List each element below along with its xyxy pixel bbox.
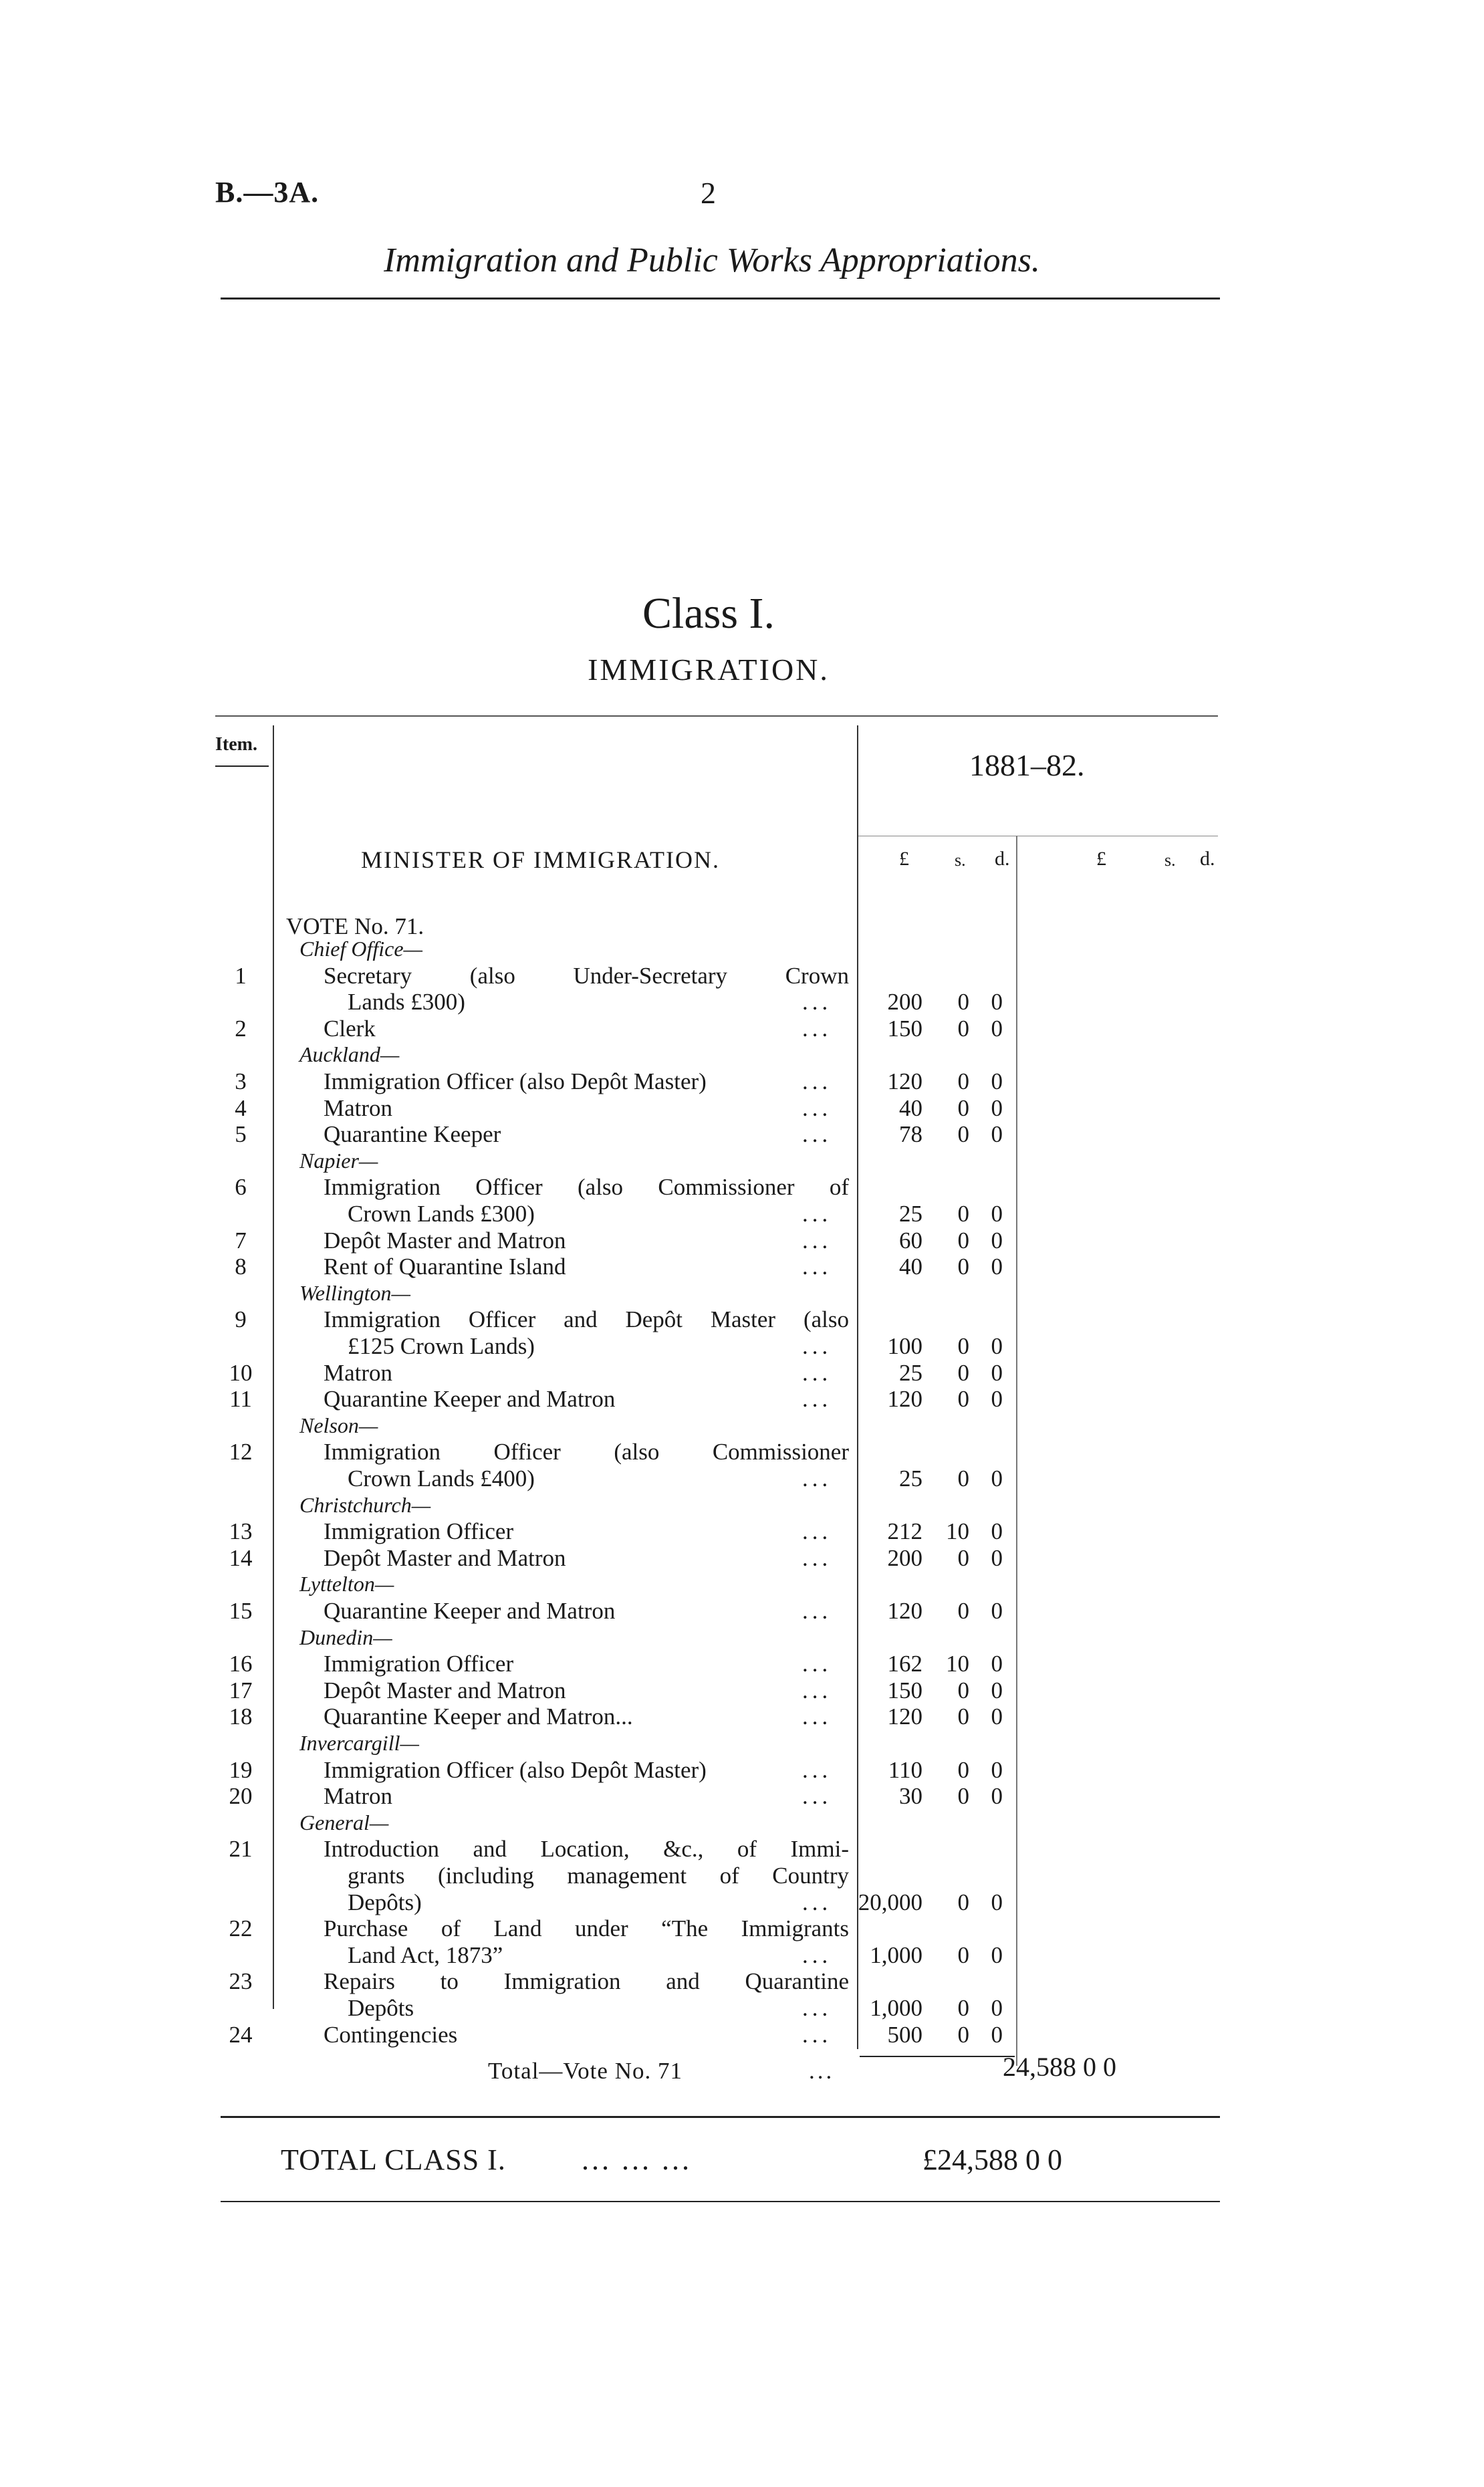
amount-pounds: 200 [887, 1544, 922, 1571]
class-subtitle: IMMIGRATION. [588, 653, 830, 687]
location-heading-row [0, 936, 1484, 962]
amount-pounds: 120 [887, 1068, 922, 1094]
item-description: Immigration Officer (also Depôt Master) [324, 1756, 707, 1783]
amount-pounds: 212 [887, 1518, 922, 1545]
location-heading-row [0, 1571, 1484, 1597]
location-heading: Napier— [299, 1148, 378, 1173]
leader-dots: ... [802, 1756, 832, 1783]
amount-shillings: 0 [957, 1783, 969, 1810]
leader-dots: ... [802, 1651, 832, 1677]
amount-pence: 0 [991, 1227, 1003, 1254]
table-row-continuation [0, 989, 1484, 1015]
amount-shillings: 0 [957, 1201, 969, 1227]
item-description: Matron [324, 1783, 393, 1810]
item-description: Purchase of Land under “The Immigrants [324, 1915, 849, 1942]
amount-pence: 0 [991, 1068, 1003, 1094]
amount-shillings: 0 [957, 1703, 969, 1730]
table-top-rule [215, 715, 1218, 717]
item-description: Contingencies [324, 2021, 458, 2048]
amount-pounds: 25 [899, 1359, 922, 1386]
item-description: Depôt Master and Matron [324, 1544, 566, 1571]
shilling-unit-label: s. [955, 850, 966, 870]
location-heading-row [0, 1625, 1484, 1651]
leader-dots: ... [802, 1254, 832, 1280]
item-description: Crown Lands £300) [348, 1201, 535, 1227]
amount-shillings: 0 [957, 1386, 969, 1413]
item-number: 7 [235, 1227, 247, 1254]
amount-shillings: 0 [957, 1359, 969, 1386]
shilling-unit-label-total: s. [1164, 850, 1176, 870]
item-description: £125 Crown Lands) [348, 1333, 535, 1359]
table-row-continuation [0, 1201, 1484, 1227]
item-number: 16 [229, 1651, 253, 1677]
vote-heading: VOTE No. 71. [286, 913, 424, 939]
amount-pounds: 150 [887, 1015, 922, 1042]
amount-pounds: 25 [899, 1201, 922, 1227]
amount-pence: 0 [991, 1094, 1003, 1121]
amount-pounds: 110 [888, 1756, 922, 1783]
leader-dots: ... [802, 1227, 832, 1254]
location-heading: Chief Office— [299, 937, 422, 961]
item-description: Rent of Quarantine Island [324, 1254, 566, 1280]
item-description: Quarantine Keeper and Matron... [324, 1703, 633, 1730]
item-number: 8 [235, 1254, 247, 1280]
table-row [0, 1174, 1484, 1200]
amount-pounds: 25 [899, 1465, 922, 1492]
leader-dots: ... [802, 1386, 832, 1413]
amount-shillings: 0 [957, 1598, 969, 1624]
amount-pence: 0 [991, 1756, 1003, 1783]
total-class-dots: ... ... ... [582, 2143, 692, 2176]
leader-dots: ... [802, 1518, 832, 1545]
item-number: 4 [235, 1094, 247, 1121]
item-number: 24 [229, 2021, 253, 2048]
amount-shillings: 10 [946, 1651, 969, 1677]
leader-dots: ... [802, 1094, 832, 1121]
amount-shillings: 0 [957, 1465, 969, 1492]
item-description: Depôts [348, 1995, 414, 2021]
amount-pounds: 40 [899, 1254, 922, 1280]
location-heading: General— [299, 1810, 389, 1834]
item-number: 2 [235, 1015, 247, 1042]
amount-pounds: 60 [899, 1227, 922, 1254]
table-row [0, 1783, 1484, 1809]
pence-unit-label-total: d. [1200, 848, 1215, 870]
leader-dots: ... [802, 1359, 832, 1386]
amount-pence: 0 [991, 1359, 1003, 1386]
amount-shillings: 0 [957, 1889, 969, 1915]
amount-pence: 0 [991, 2021, 1003, 2048]
amount-pounds: 120 [887, 1386, 922, 1413]
table-row [0, 2022, 1484, 2048]
class-total-bottom-rule [221, 2201, 1220, 2202]
item-description: Immigration Officer and Depôt Master (also [324, 1306, 849, 1333]
amount-shillings: 0 [957, 1121, 969, 1148]
leader-dots: ... [802, 1333, 832, 1359]
amount-pence: 0 [991, 1121, 1003, 1148]
pence-unit-label: d. [995, 848, 1010, 870]
table-row [0, 1306, 1484, 1332]
item-number: 3 [235, 1068, 247, 1094]
table-row [0, 1360, 1484, 1386]
table-row [0, 1651, 1484, 1677]
amount-shillings: 0 [957, 1544, 969, 1571]
year-header: 1881–82. [969, 748, 1085, 782]
item-description: Lands £300) [348, 989, 465, 1016]
item-number: 9 [235, 1306, 247, 1333]
table-row-continuation [0, 1995, 1484, 2021]
total-class-amount: £24,588 0 0 [922, 2143, 1062, 2176]
table-row [0, 963, 1484, 989]
amount-pounds: 200 [887, 989, 922, 1016]
table-row [0, 1518, 1484, 1544]
amount-pounds: 150 [887, 1677, 922, 1703]
item-number: 10 [229, 1359, 253, 1386]
item-number: 13 [229, 1518, 253, 1545]
leader-dots: ... [802, 1015, 832, 1042]
amount-pence: 0 [991, 1201, 1003, 1227]
leader-dots: ... [802, 1889, 832, 1915]
pound-unit-label-total: £ [1096, 848, 1106, 870]
amount-shillings: 0 [957, 1995, 969, 2021]
amount-shillings: 0 [957, 1254, 969, 1280]
total-class-label: TOTAL CLASS I. [281, 2143, 506, 2176]
minister-heading: MINISTER OF IMMIGRATION. [361, 846, 721, 873]
item-number: 6 [235, 1174, 247, 1201]
amount-pence: 0 [991, 1703, 1003, 1730]
item-number: 22 [229, 1915, 253, 1942]
table-row-continuation [0, 1889, 1484, 1915]
table-row [0, 1836, 1484, 1862]
page-number: 2 [701, 176, 716, 210]
item-description: Immigration Officer (also Commissioner of [324, 1174, 849, 1201]
amount-shillings: 0 [957, 1333, 969, 1359]
table-row-continuation [0, 1942, 1484, 1968]
item-description: Secretary (also Under-Secretary Crown [324, 962, 849, 989]
item-number: 11 [229, 1386, 252, 1413]
leader-dots: ... [802, 1677, 832, 1703]
location-heading-row [0, 1810, 1484, 1836]
amount-shillings: 0 [957, 1068, 969, 1094]
document-reference: B.—3A. [215, 176, 320, 209]
item-description: Depôt Master and Matron [324, 1677, 566, 1703]
class-title: Class I. [642, 589, 775, 638]
item-description: Immigration Officer [324, 1518, 514, 1545]
amount-pence: 0 [991, 1015, 1003, 1042]
subtotal-rule [860, 2056, 1015, 2057]
amount-pence: 0 [991, 1544, 1003, 1571]
table-row [0, 1757, 1484, 1783]
item-number: 21 [229, 1836, 253, 1863]
amount-pence: 0 [991, 1465, 1003, 1492]
leader-dots: ... [802, 1995, 832, 2021]
amount-shillings: 10 [946, 1518, 969, 1545]
amount-shillings: 0 [957, 2021, 969, 2048]
item-number: 1 [235, 962, 247, 989]
amount-pounds: 40 [899, 1094, 922, 1121]
amount-pounds: 162 [887, 1651, 922, 1677]
item-description: Repairs to Immigration and Quarantine [324, 1968, 849, 1995]
table-row [0, 1095, 1484, 1121]
location-heading: Lyttelton— [299, 1572, 394, 1596]
amount-shillings: 0 [957, 1227, 969, 1254]
location-heading-row [0, 1148, 1484, 1174]
item-header-underline [215, 765, 269, 767]
amount-pence: 0 [991, 1598, 1003, 1624]
location-heading: Invercargill— [299, 1731, 419, 1755]
amount-pence: 0 [991, 1254, 1003, 1280]
running-title: Immigration and Public Works Appropriations. [384, 241, 1040, 279]
location-heading: Auckland— [299, 1042, 400, 1067]
item-number: 20 [229, 1783, 253, 1810]
leader-dots: ... [802, 1068, 832, 1094]
location-heading: Nelson— [299, 1413, 378, 1437]
item-number: 14 [229, 1544, 253, 1571]
amount-pence: 0 [991, 1518, 1003, 1545]
table-row [0, 1703, 1484, 1730]
leader-dots: ... [802, 1783, 832, 1810]
item-number: 17 [229, 1677, 253, 1703]
location-heading-row [0, 1042, 1484, 1068]
amount-pounds: 120 [887, 1703, 922, 1730]
leader-dots: ... [802, 1121, 832, 1148]
amount-pounds: 1,000 [870, 1941, 922, 1968]
table-row [0, 1068, 1484, 1094]
table-row [0, 1677, 1484, 1703]
item-description: Immigration Officer [324, 1651, 514, 1677]
total-vote-amount: 24,588 0 0 [1003, 2052, 1116, 2082]
table-row-continuation [0, 1465, 1484, 1492]
amount-pence: 0 [991, 1889, 1003, 1915]
table-row [0, 1598, 1484, 1624]
item-description: Immigration Officer (also Commissioner [324, 1439, 849, 1465]
amount-pence: 0 [991, 1386, 1003, 1413]
item-description: Depôt Master and Matron [324, 1227, 566, 1254]
leader-dots: ... [802, 1941, 832, 1968]
amount-pence: 0 [991, 1941, 1003, 1968]
leader-dots: ... [802, 1544, 832, 1571]
item-number: 12 [229, 1439, 253, 1465]
table-row-continuation [0, 1333, 1484, 1359]
table-row [0, 1386, 1484, 1412]
location-heading-row [0, 1280, 1484, 1306]
location-heading: Christchurch— [299, 1492, 431, 1517]
header-rule [221, 298, 1220, 300]
amount-shillings: 0 [957, 1677, 969, 1703]
amount-pounds: 120 [887, 1598, 922, 1624]
item-number: 18 [229, 1703, 253, 1730]
item-description: grants (including management of Country [348, 1863, 849, 1889]
leader-dots: ... [802, 2021, 832, 2048]
leader-dots: ... [802, 989, 832, 1016]
amount-shillings: 0 [957, 1941, 969, 1968]
leader-dots: ... [802, 1201, 832, 1227]
amount-pence: 0 [991, 989, 1003, 1016]
amount-pounds: 1,000 [870, 1995, 922, 2021]
table-row [0, 1915, 1484, 1941]
table-row [0, 1016, 1484, 1042]
amount-pounds: 100 [887, 1333, 922, 1359]
amount-pounds: 500 [887, 2021, 922, 2048]
amount-pence: 0 [991, 1995, 1003, 2021]
amount-pounds: 78 [899, 1121, 922, 1148]
item-description: Quarantine Keeper and Matron [324, 1386, 616, 1413]
location-heading-row [0, 1730, 1484, 1756]
item-description: Land Act, 1873” [348, 1941, 503, 1968]
amount-pounds: 20,000 [858, 1889, 922, 1915]
amount-shillings: 0 [957, 989, 969, 1016]
table-row [0, 1227, 1484, 1254]
item-description: Matron [324, 1359, 393, 1386]
table-row-continuation [0, 1863, 1484, 1889]
total-vote-label: Total—Vote No. 71 [488, 2058, 683, 2084]
leader-dots: ... [802, 1465, 832, 1492]
amount-pence: 0 [991, 1651, 1003, 1677]
item-description: Clerk [324, 1015, 376, 1042]
item-description: Quarantine Keeper [324, 1121, 501, 1148]
amount-shillings: 0 [957, 1015, 969, 1042]
amount-shillings: 0 [957, 1756, 969, 1783]
item-description: Quarantine Keeper and Matron [324, 1598, 616, 1624]
item-number: 5 [235, 1121, 247, 1148]
item-number: 15 [229, 1598, 253, 1624]
item-description: Introduction and Location, &c., of Immi- [324, 1836, 849, 1863]
location-heading: Dunedin— [299, 1625, 392, 1649]
location-heading: Wellington— [299, 1280, 410, 1305]
class-total-top-rule [221, 2116, 1220, 2118]
location-heading-row [0, 1413, 1484, 1439]
leader-dots: ... [802, 1703, 832, 1730]
item-description: Crown Lands £400) [348, 1465, 535, 1492]
table-row [0, 1439, 1484, 1465]
table-row [0, 1121, 1484, 1147]
pound-unit-label: £ [899, 848, 909, 870]
location-heading-row [0, 1492, 1484, 1518]
amount-pence: 0 [991, 1783, 1003, 1810]
item-description: Matron [324, 1094, 393, 1121]
amount-pence: 0 [991, 1677, 1003, 1703]
amount-pence: 0 [991, 1333, 1003, 1359]
item-description: Immigration Officer (also Depôt Master) [324, 1068, 707, 1094]
table-row [0, 1968, 1484, 1994]
total-vote-dots: ... [809, 2058, 835, 2084]
table-row [0, 1545, 1484, 1571]
item-column-header: Item. [215, 734, 257, 755]
amount-shillings: 0 [957, 1094, 969, 1121]
item-number: 19 [229, 1756, 253, 1783]
table-row [0, 1254, 1484, 1280]
item-number: 23 [229, 1968, 253, 1995]
amount-pounds: 30 [899, 1783, 922, 1810]
leader-dots: ... [802, 1598, 832, 1624]
item-description: Depôts) [348, 1889, 422, 1915]
